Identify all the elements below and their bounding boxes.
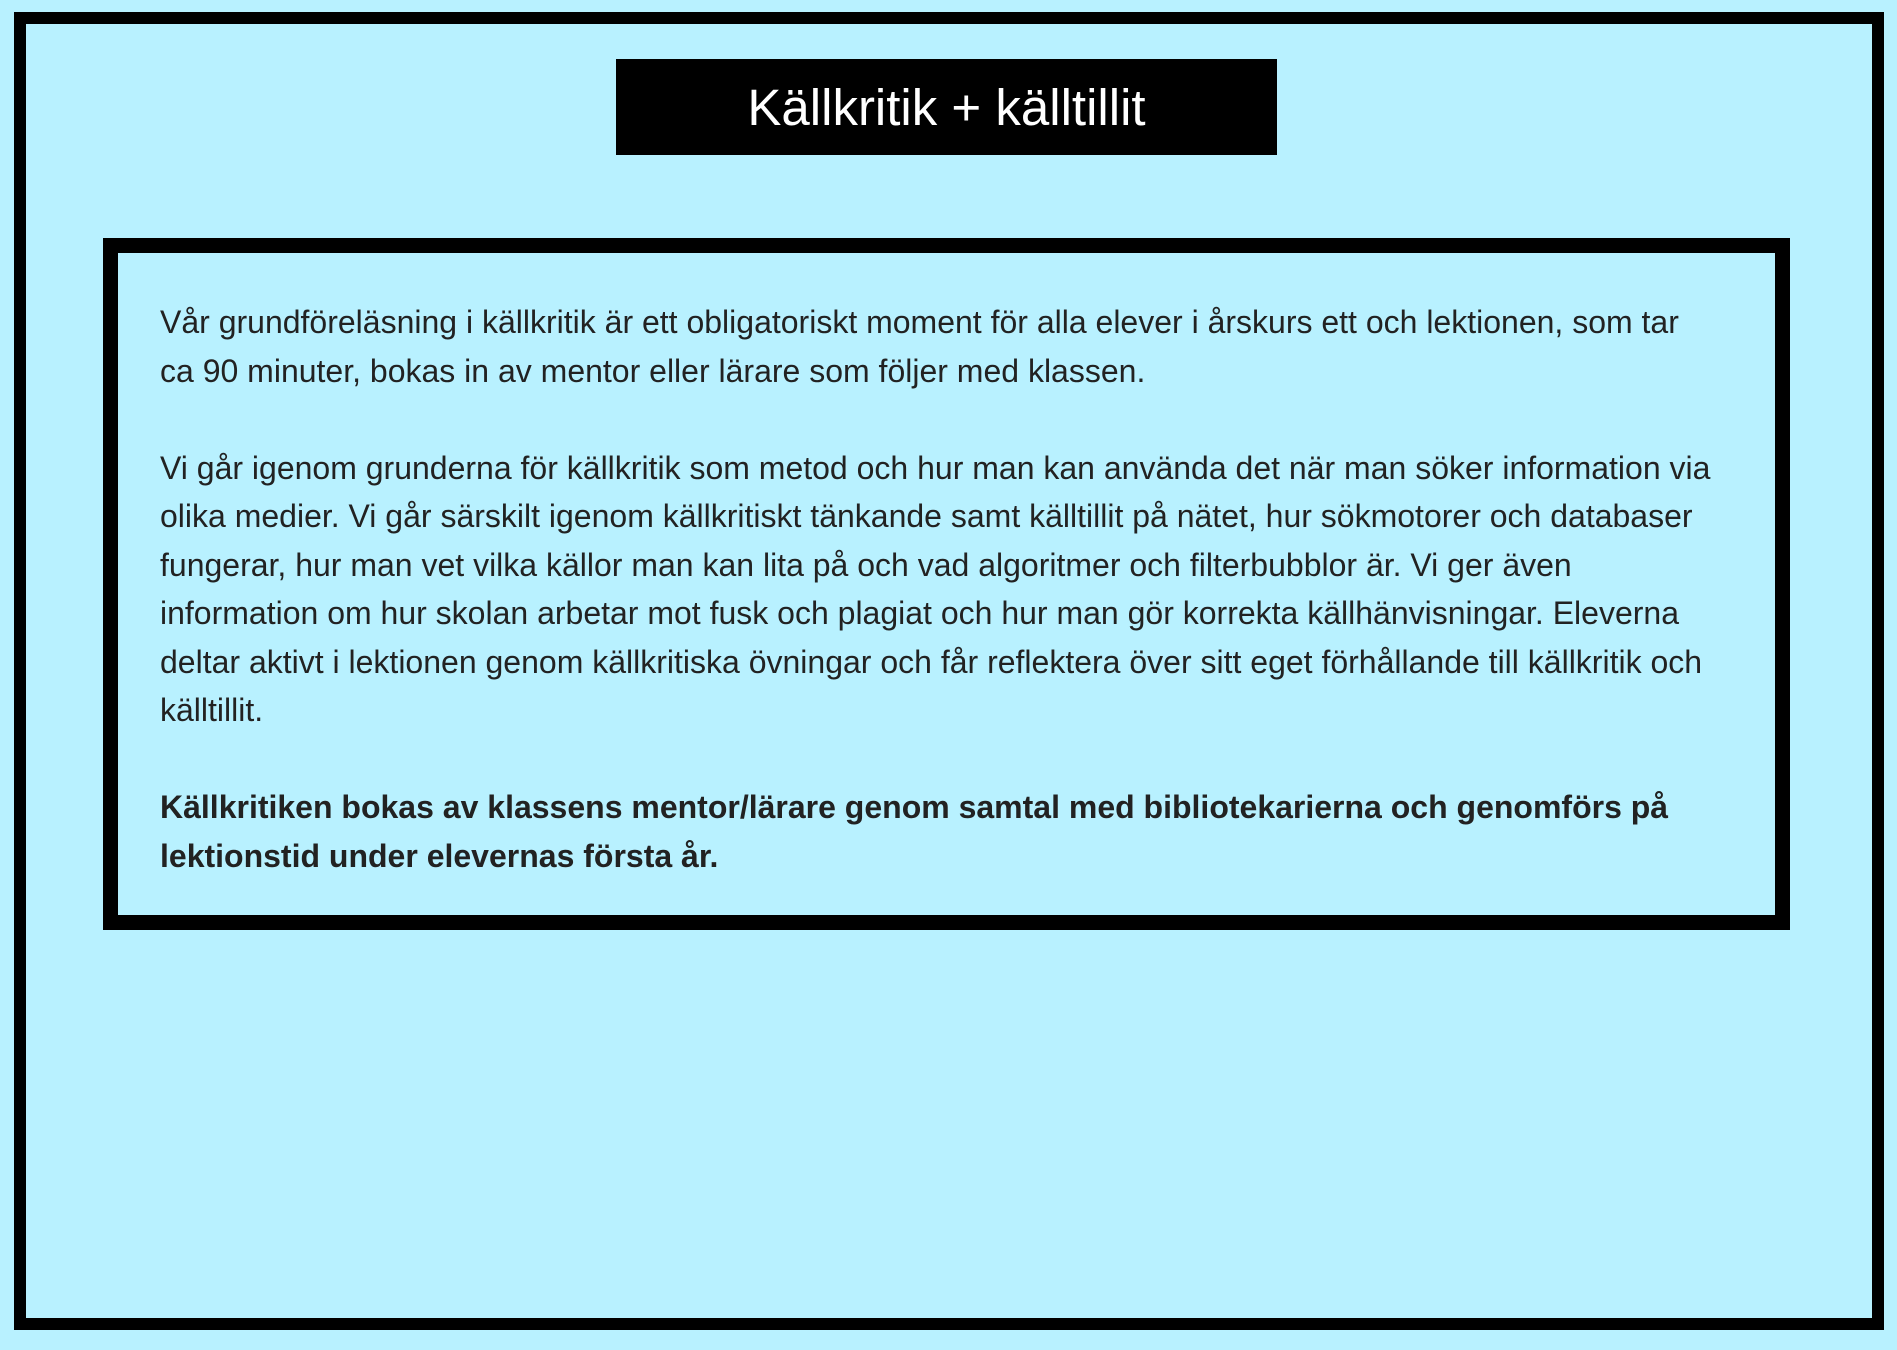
page-title: [616, 59, 1277, 155]
content-box: [103, 238, 1790, 930]
page-title-text: Källkritik + källtillit: [747, 78, 1146, 136]
booking-paragraph: Källkritiken bokas av klassens mentor/lärare genom samtal med bibliotekarierna och genomförs på lektionstid under elevernas första år.: [160, 789, 1669, 874]
intro-paragraph: Vår grundföreläsning i källkritik är ett obligatoriskt moment för alla elever i årskurs ett och lektionen, som tar ca 90 minuter, bokas in av mentor eller lärare som följer med klassen.: [160, 304, 1679, 389]
description-paragraph: Vi går igenom grunderna för källkritik som metod och hur man kan använda det när man söker information via olika medier. Vi går särskilt igenom källkritiskt tänkande samt källtillit på nätet, hur sökmotorer och databaser fungerar, hur man vet vilka källor man kan lita på och vad algoritmer och filterbubblor är. Vi ger även information om hur skolan arbetar mot fusk och plagiat och hur man gör korrekta källhänvisningar. Eleverna deltar aktivt i lektionen genom källkritiska övningar och får reflektera över sitt eget förhållande till källkritik och källtillit.: [160, 449, 1711, 728]
